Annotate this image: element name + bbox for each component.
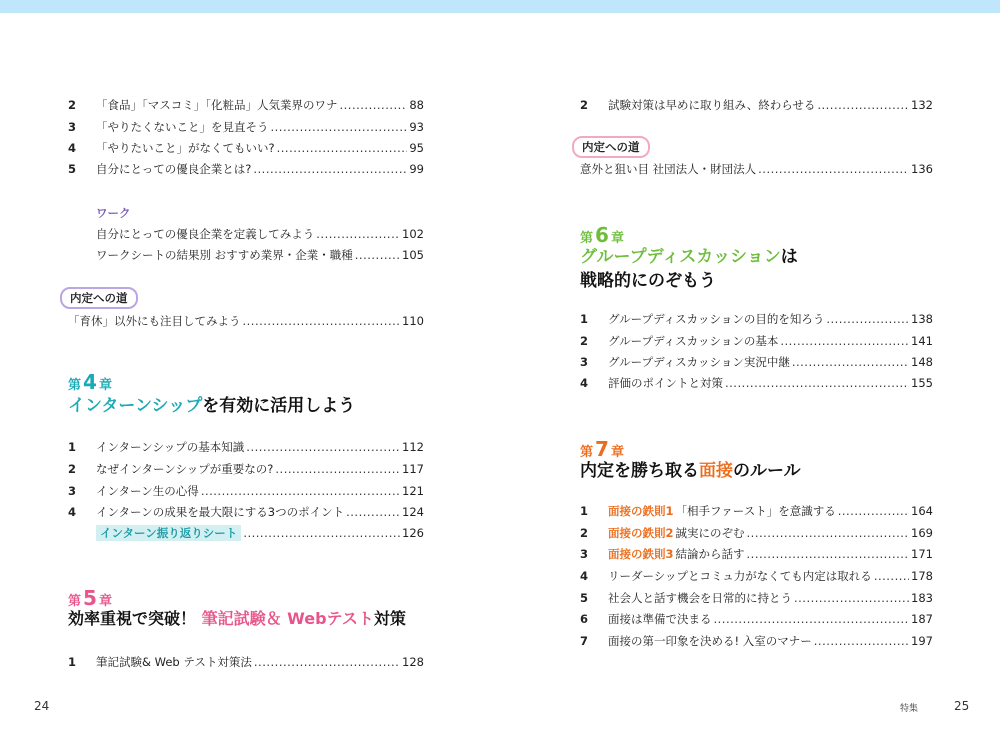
section-label: 特集	[900, 704, 919, 714]
work-label: ワーク	[96, 206, 131, 220]
toc-entry-work[interactable]: ワークシートの結果別 おすすめ業界・企業・職種 ..... 105	[96, 247, 424, 263]
chapter6-title-line2: 戦略的にのぞもう	[580, 271, 716, 291]
page-number-right: 25	[954, 699, 970, 713]
toc-entry[interactable]: 2 なぜインターンシップが重要なの? ..... 117	[68, 461, 424, 477]
top-color-band	[0, 0, 1000, 13]
toc-entry[interactable]: 3 「やりたくないこと」を見直そう ..... 93	[68, 119, 424, 135]
toc-entry[interactable]: 2 「食品」「マスコミ」「化粧品」人気業界のワナ ..... 88	[68, 97, 424, 113]
chapter7-title: 内定を勝ち取る面接のルール	[580, 461, 801, 481]
toc-entry[interactable]: 1 筆記試験& Web テスト対策法 ..... 128	[68, 654, 424, 670]
toc-entry[interactable]: 5 社会人と話す機会を日常的に持とう ..... 183	[580, 590, 933, 606]
toc-entry[interactable]: 3 グループディスカッション実況中継 ..... 148	[580, 354, 933, 370]
toc-entry-work[interactable]: 自分にとっての優良企業を定義してみよう ..... 102	[96, 226, 424, 242]
toc-entry[interactable]: 2 グループディスカッションの基本 ..... 141	[580, 333, 933, 349]
chapter7-number: 第 7 章	[580, 437, 624, 461]
toc-entry[interactable]: 1 面接の鉄則1 「相手ファースト」を意識する ..... 164	[580, 503, 933, 519]
chapter4-title: インターンシップを有効に活用しよう	[68, 396, 356, 416]
toc-entry[interactable]: 4 リーダーシップとコミュ力がなくても内定は取れる ..... 178	[580, 568, 933, 584]
chapter6-number: 第 6 章	[580, 223, 624, 247]
toc-entry[interactable]: 4 インターンの成果を最大限にする3つのポイント ..... 124	[68, 504, 424, 520]
page-number-left: 24	[34, 699, 50, 713]
naitei-label-pill: 内定への道	[60, 287, 138, 309]
toc-entry-sheet[interactable]: インターン振り返りシート ..... 126	[96, 525, 424, 541]
naitei-label-pill: 内定への道	[572, 136, 650, 158]
toc-entry[interactable]: 4 「やりたいこと」がなくてもいい? ..... 95	[68, 140, 424, 156]
chapter4-number: 第 4 章	[68, 370, 112, 394]
toc-entry[interactable]: 1 インターンシップの基本知識 ..... 112	[68, 439, 424, 455]
toc-entry[interactable]: 1 グループディスカッションの目的を知ろう ..... 138	[580, 311, 933, 327]
toc-entry[interactable]: 6 面接は準備で決まる ..... 187	[580, 611, 933, 627]
chapter5-title: 効率重視で突破！ 筆記試験＆ Webテスト対策	[68, 609, 406, 628]
toc-entry-naitei[interactable]: 意外と狙い目 社団法人・財団法人 ..... 136	[580, 161, 933, 177]
toc-entry[interactable]: 2 試験対策は早めに取り組み、終わらせる ..... 132	[580, 97, 933, 113]
toc-entry[interactable]: 3 面接の鉄則3 結論から話す ..... 171	[580, 546, 933, 562]
toc-entry[interactable]: 4 評価のポイントと対策 ..... 155	[580, 375, 933, 391]
chapter6-title: グループディスカッションは	[580, 247, 798, 267]
toc-entry[interactable]: 2 面接の鉄則2 誠実にのぞむ ..... 169	[580, 525, 933, 541]
toc-entry[interactable]: 3 インターン生の心得 ..... 121	[68, 483, 424, 499]
toc-entry[interactable]: 7 面接の第一印象を決める! 入室のマナー ..... 197	[580, 633, 933, 649]
chapter5-number: 第 5 章	[68, 586, 112, 610]
toc-entry[interactable]: 5 自分にとっての優良企業とは? ..... 99	[68, 161, 424, 177]
toc-entry-naitei[interactable]: 「育休」以外にも注目してみよう ..... 110	[68, 313, 424, 329]
